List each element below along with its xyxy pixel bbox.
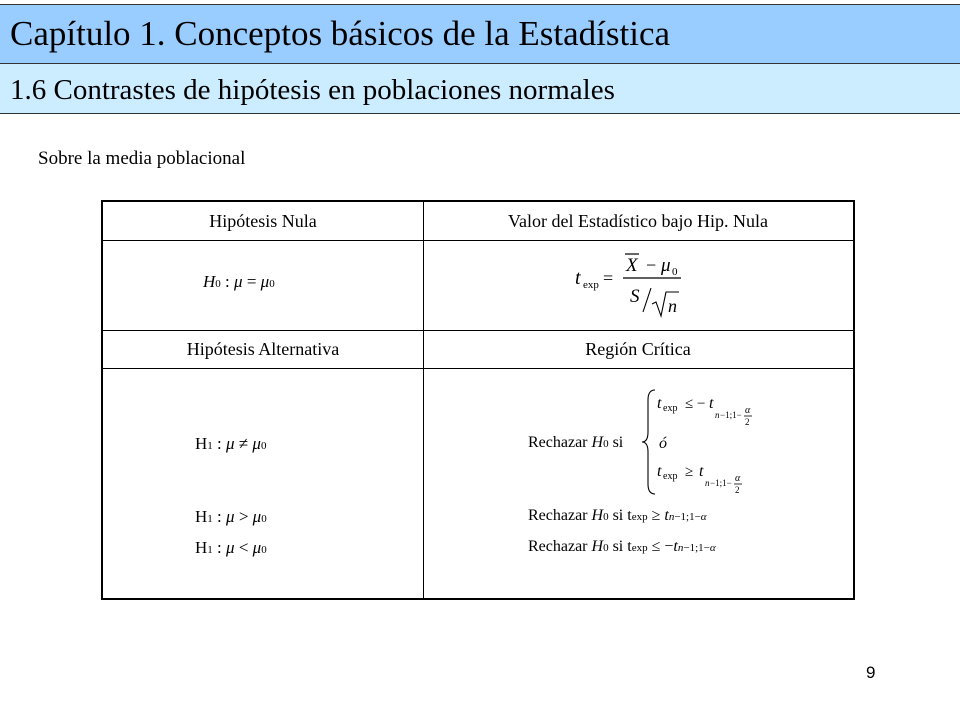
svg-text:≤ −: ≤ − <box>685 396 706 412</box>
column-divider <box>423 202 424 598</box>
section-label: Sobre la media poblacional <box>38 148 246 169</box>
svg-text:t: t <box>657 395 662 412</box>
svg-text:α: α <box>745 405 751 416</box>
svg-text:−1;1−: −1;1− <box>720 410 742 420</box>
header-critical-region: Región Crítica <box>585 339 691 359</box>
svg-text:n: n <box>715 410 720 420</box>
critical-region-less: Rechazar H0 si texp ≤ −tn−1;1−α <box>528 538 716 555</box>
svg-text:2: 2 <box>735 485 740 495</box>
svg-text:−1;1−: −1;1− <box>710 478 732 488</box>
svg-text:2: 2 <box>745 417 750 427</box>
null-hypothesis-formula: H0 : μ = μ0 <box>203 272 275 291</box>
svg-text:t: t <box>575 267 581 289</box>
critical-region-greater: Rechazar H0 si texp ≥ tn−1;1−α <box>528 507 707 524</box>
alternative-less: H1 : μ < μ0 <box>195 538 267 557</box>
row-divider <box>103 240 853 241</box>
svg-text:=: = <box>603 268 614 288</box>
hypothesis-table <box>101 200 855 600</box>
slide-title: Capítulo 1. Conceptos básicos de la Estadística <box>10 14 671 53</box>
svg-text:exp: exp <box>663 403 678 414</box>
page-number: 9 <box>866 663 876 682</box>
alternative-greater: H1 : μ > μ0 <box>195 507 267 526</box>
critical-region-two-sided-label: Rechazar H0 si <box>528 434 624 451</box>
svg-text:n: n <box>705 478 710 488</box>
svg-text:X: X <box>626 255 638 276</box>
svg-text:≥: ≥ <box>685 464 694 480</box>
svg-text:μ: μ <box>661 255 671 276</box>
svg-text:α: α <box>735 473 741 484</box>
svg-text:n: n <box>668 296 677 316</box>
slide-subtitle: 1.6 Contrastes de hipótesis en poblaciones normales <box>10 74 615 106</box>
title-banner <box>0 4 960 64</box>
svg-text:exp: exp <box>663 471 678 482</box>
alternative-two-sided: H1 : μ ≠ μ0 <box>195 434 267 453</box>
header-statistic: Valor del Estadístico bajo Hip. Nula <box>508 211 768 231</box>
svg-text:t: t <box>657 463 662 480</box>
svg-text:0: 0 <box>672 266 678 278</box>
svg-text:ó: ó <box>659 435 667 452</box>
svg-text:t: t <box>699 463 704 480</box>
svg-text:t: t <box>709 395 714 412</box>
header-alternative: Hipótesis Alternativa <box>186 339 340 359</box>
subtitle-banner <box>0 64 960 114</box>
critical-region-two-sided-brace <box>639 386 769 498</box>
header-null-hypothesis: Hipótesis Nula <box>209 211 317 231</box>
row-divider <box>103 368 853 369</box>
svg-text:−: − <box>646 255 657 275</box>
svg-text:S: S <box>630 286 640 307</box>
svg-text:exp: exp <box>583 279 599 291</box>
